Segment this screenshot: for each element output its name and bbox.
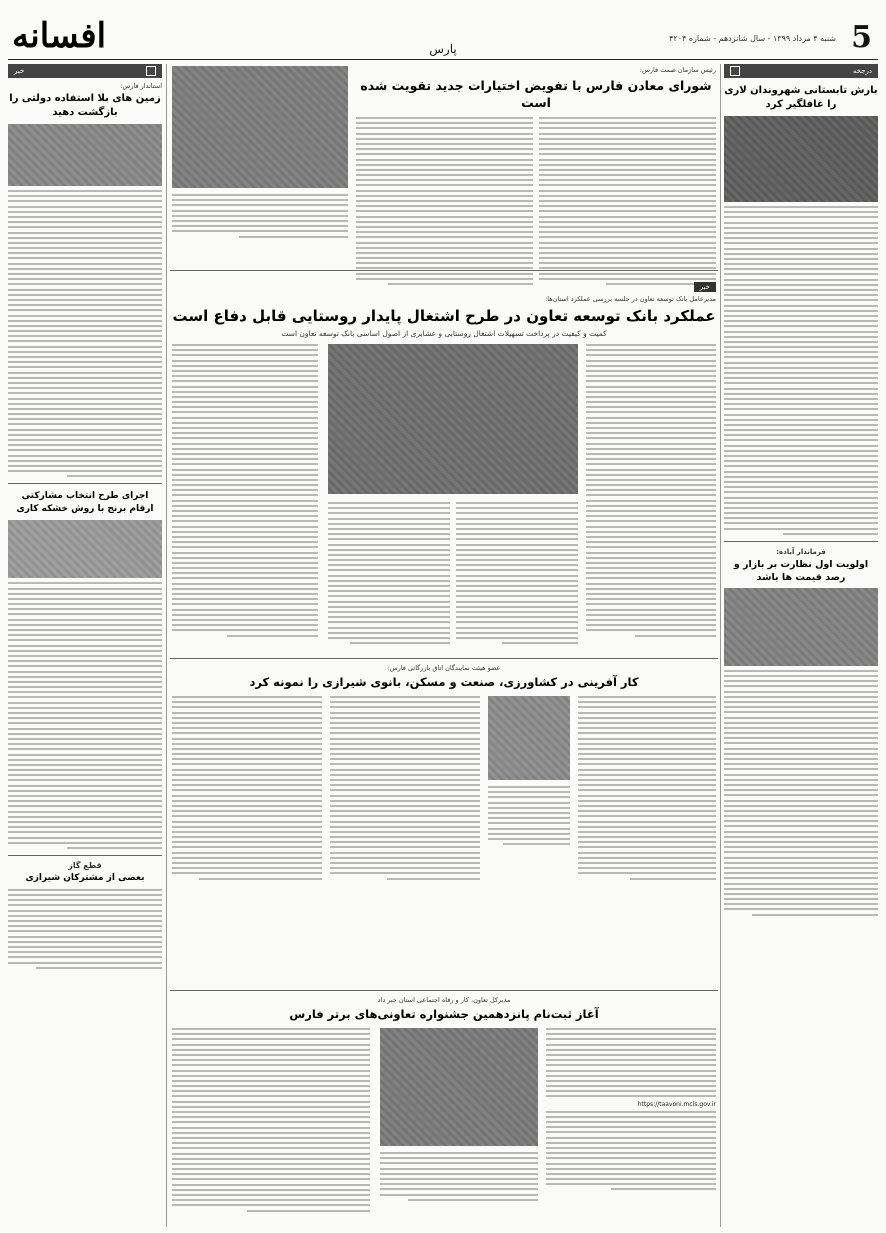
right-story2-body [724, 670, 878, 916]
right-column-label: درجخه [724, 64, 878, 78]
women-story-photo [488, 696, 570, 780]
main-story [172, 274, 716, 654]
column-divider-right [720, 64, 721, 1227]
main-story-body [172, 344, 716, 644]
left-story1-headline: زمین های بلا استفاده دولتی را بازگشت دهید [9, 93, 161, 118]
women-story-body [172, 696, 716, 886]
top-story-body [356, 117, 716, 288]
left-story3-headline: بعضی از مشترکان شیرازی [25, 872, 145, 883]
right-story2-photo [724, 588, 878, 666]
page-number: 5 [851, 20, 872, 55]
left-column [8, 64, 162, 972]
women-story [172, 662, 716, 882]
main-story-headline: عملکرد بانک توسعه تعاون در طرح اشتغال پایدار روستایی قابل دفاع است [172, 307, 716, 325]
left-story1-body [8, 190, 162, 477]
right-story2-headline: اولویت اول نظارت بر بازار و رصد قیمت ها باشد [733, 558, 869, 583]
right-story1-body [724, 206, 878, 535]
right-story1-photo [724, 116, 878, 202]
main-story-tag: خبر [694, 282, 716, 292]
left-story2-headline: اجرای طرح انتخاب مشارکتی ارقام برنج با روش خشکه کاری [16, 491, 154, 515]
book-icon [730, 66, 740, 76]
coop-story [172, 994, 716, 1226]
main-story-photo [328, 344, 578, 494]
left-story3-body [8, 889, 162, 969]
right-story1-headline: بارش تابستانی شهروندان لاری را غافلگیر کرد [724, 85, 878, 110]
top-story-headline: شورای معادن فارس با تفویض اختیارات جدید تقویت شده است [360, 78, 712, 110]
coop-story-kicker: مدیرکل تعاون، کار و رفاه اجتماعی استان خبر داد [377, 996, 511, 1004]
section-name: پارس [429, 42, 457, 56]
newspaper-logo: افسانه [12, 16, 107, 56]
section-icon [146, 66, 156, 76]
left-story2-photo [8, 520, 162, 578]
left-column-label: خبر [8, 64, 162, 78]
column-divider [166, 64, 167, 1227]
top-story-photo [172, 66, 348, 188]
top-story-caption-text [172, 194, 348, 241]
date-line: شنبه ۴ مرداد ۱۳۹۹ - سال شانزدهم - شماره ۴۲۰۴ [669, 34, 836, 43]
women-story-headline: کار آفرینی در کشاورزی، صنعت و مسکن، بانوی شیرازی را نمونه کرد [249, 675, 639, 689]
main-story-kicker: مدیرعامل بانک توسعه تعاون در جلسه بررسی عملکرد استان‌ها: [545, 295, 716, 303]
section-divider-3 [170, 990, 718, 991]
left-story1-photo [8, 124, 162, 186]
left-story2-body [8, 582, 162, 849]
right-story2-kicker: فرماندار آباده: [776, 547, 826, 556]
women-story-kicker: عضو هیئت نمایندگان اتاق بازرگانی فارس: [387, 664, 501, 672]
right-column [724, 64, 878, 919]
section-divider [170, 270, 718, 271]
left-story3-kicker: قطع گاز [68, 860, 102, 870]
coop-story-headline: آغاز ثبت‌نام پانزدهمین جشنواره تعاونی‌های برتر فارس [289, 1007, 599, 1021]
main-story-subhead: کمیت و کیفیت در پرداخت تسهیلات اشتغال روستایی و عشایری از اصول اساسی بانک توسعه تعاون است [281, 329, 607, 338]
coop-story-photo [380, 1028, 538, 1146]
left-story1-kicker: استاندار فارس: [120, 82, 162, 90]
masthead [8, 14, 878, 60]
section-divider-2 [170, 658, 718, 659]
coop-story-body [172, 1028, 716, 1228]
coop-story-url[interactable]: https://taavoni.mcls.gov.ir [637, 1100, 716, 1108]
top-story-kicker: رئیس سازمان صمت فارس: [639, 66, 716, 74]
top-story [172, 64, 716, 268]
